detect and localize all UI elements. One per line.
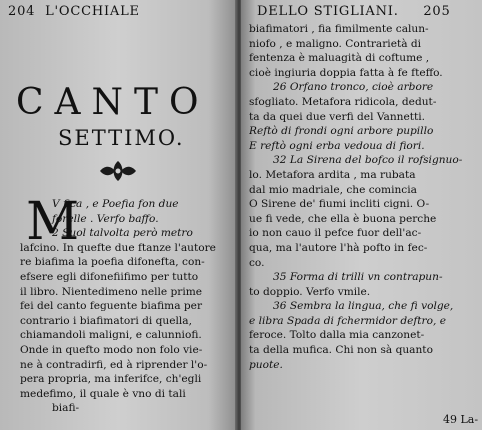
text-line: forelle . Verfo baffo. xyxy=(52,212,159,225)
text-line: to doppio. Verfo vmile. xyxy=(249,285,371,298)
text-line: chiamandoli maligni, e calunniofi. xyxy=(20,329,202,342)
text-line: medefimo, il quale è vno di tali xyxy=(20,387,186,400)
drop-cap: M xyxy=(26,192,80,252)
text-line: 26 Orfano tronco, cioè arbore xyxy=(273,81,434,94)
left-page-number: 204 xyxy=(8,4,36,19)
text-line: efsere egli difonefiifimo per tutto xyxy=(20,270,199,283)
text-line: Reftò di frondi ogni arbore pupillo xyxy=(249,125,434,138)
text-line: E reftò ogni erba vedoua di fiori. xyxy=(249,139,425,152)
text-line: io non cauo il pefce fuor dell'ac- xyxy=(249,227,422,240)
text-line: lafcino. In quefte due ftanze l'autore xyxy=(20,241,216,254)
text-line: fentenza è maluagità di coftume , xyxy=(249,52,430,65)
text-line: ue fi vede, che ella è buona perche xyxy=(249,212,437,225)
text-line: ta della mufica. Chi non sà quanto xyxy=(249,344,433,357)
chapter-heading: CANTO xyxy=(16,82,210,123)
text-line: feroce. Tolto dalla mia canzonet- xyxy=(249,329,425,342)
text-line: sfogliato. Metafora ridicola, dedut- xyxy=(249,95,437,108)
text-line: 36 Sembra la lingua, che fi volge, xyxy=(273,300,454,313)
text-line: 2 Suol talvolta però metro xyxy=(52,227,193,240)
text-line: pera propria, ma inferifce, ch'egli xyxy=(20,373,202,386)
right-page-number: 205 xyxy=(423,4,451,19)
chapter-subheading: SETTIMO. xyxy=(58,126,185,150)
text-line: O Sirene de' fiumi incliti cigni. O- xyxy=(249,198,430,211)
text-line: 35 Forma di trilli vn contrapun- xyxy=(273,271,443,284)
text-line: ne à contradirfi, ed à riprender l'o- xyxy=(20,358,208,371)
text-line: ta da quei due verfi del Vannetti. xyxy=(249,110,426,123)
text-line: contrario i biafimatori di quella, xyxy=(20,314,192,327)
text-line: V fica , e Poefia fon due xyxy=(52,198,179,210)
catchword: 49 La- xyxy=(443,413,479,426)
left-running-title: L'OCCHIALE xyxy=(45,4,140,19)
text-line: re biafima la poefia difonefta, con- xyxy=(20,256,205,269)
text-line: biafi- xyxy=(52,402,80,415)
text-line: il libro. Nientedimeno nelle prime xyxy=(20,285,203,298)
text-line: biafimatori , fia fimilmente calun- xyxy=(249,23,429,35)
text-line: dal mio madriale, che comincia xyxy=(249,183,417,196)
left-running-head xyxy=(8,4,140,19)
text-line: fei del canto feguente biafima per xyxy=(20,300,203,313)
left-text-block xyxy=(20,192,234,416)
text-line: co. xyxy=(249,256,265,269)
text-line: lo. Metafora ardita , ma rubata xyxy=(249,168,416,181)
text-line: qua, ma l'autore l'hà pofto in fec- xyxy=(249,241,428,254)
right-running-head xyxy=(257,4,451,19)
right-running-title: DELLO STIGLIANI. xyxy=(257,4,399,19)
text-line: Onde in quefto modo non folo vie- xyxy=(20,343,203,356)
text-line: niofo , e maligno. Contrarietà di xyxy=(249,37,422,50)
right-text-block xyxy=(249,22,481,372)
left-page xyxy=(0,0,237,430)
text-line: 32 La Sirena del bofco il rofsignuo- xyxy=(273,154,463,167)
text-line: cioè ingiuria doppia fatta à fe fteffo. xyxy=(249,66,443,79)
right-page xyxy=(241,0,482,430)
text-line: puote. xyxy=(249,358,283,371)
text-line: e libra Spada di fchermidor deftro, e xyxy=(249,314,447,327)
fleuron-ornament-icon xyxy=(96,158,140,184)
